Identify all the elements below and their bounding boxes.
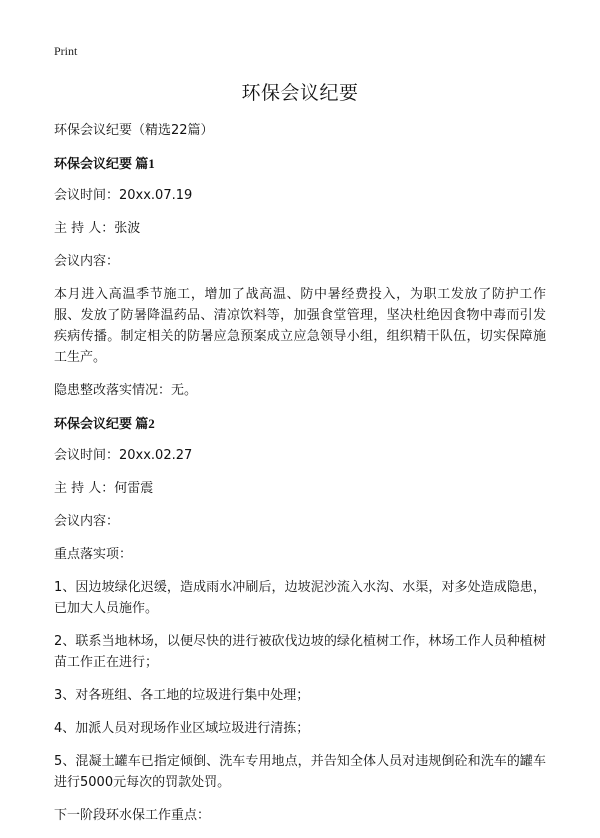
document-body <box>54 120 546 838</box>
list-item: 2、联系当地林场，以便尽快的进行被砍伐边坡的绿化植树工作，林场工作人员种植树苗工作正在进行； <box>54 634 546 670</box>
content-label-2: 会议内容： <box>54 514 120 529</box>
meeting-host-2: 主 持 人：何雷震 <box>54 481 154 496</box>
meeting-host-1: 主 持 人：张波 <box>54 221 141 236</box>
focus-label-2: 重点落实项： <box>54 547 133 562</box>
meeting-time-1: 会议时间：20xx.07.19 <box>54 188 193 203</box>
next-phase-label-2: 下一阶段环水保工作重点： <box>54 808 211 823</box>
hazard-status-1: 隐患整改落实情况：无。 <box>54 383 198 398</box>
list-item: 5、混凝土罐车已指定倾倒、洗车专用地点，并告知全体人员对违规倒砼和洗车的罐车进行5000元每次的罚款处罚。 <box>54 754 546 790</box>
content-paragraph-1: 本月进入高温季节施工，增加了战高温、防中暑经费投入，为职工发放了防护工作服、发放了防暑降温药品、清凉饮料等，加强食堂管理，坚决杜绝因食物中毒而引发疾病传播。制定相关的防暑应急预案成立应急领导小组，组织精干队伍，切实保障施工生产。 <box>54 287 546 365</box>
document-subtitle: 环保会议纪要（精选22篇） <box>54 123 214 138</box>
section-heading-1: 环保会议纪要 篇1 <box>54 156 155 171</box>
page-title: 环保会议纪要 <box>241 82 359 104</box>
content-label-1: 会议内容： <box>54 254 120 269</box>
print-link[interactable]: Print <box>54 44 78 58</box>
list-item: 4、加派人员对现场作业区域垃圾进行清拣； <box>54 721 310 736</box>
list-item: 3、对各班组、各工地的垃圾进行集中处理； <box>54 688 310 703</box>
meeting-time-2: 会议时间：20xx.02.27 <box>54 448 193 463</box>
list-item: 1、因边坡绿化迟缓，造成雨水冲刷后，边坡泥沙流入水沟、水渠，对多处造成隐患，已加大人员施作。 <box>54 580 546 616</box>
section-heading-2: 环保会议纪要 篇2 <box>54 416 155 431</box>
